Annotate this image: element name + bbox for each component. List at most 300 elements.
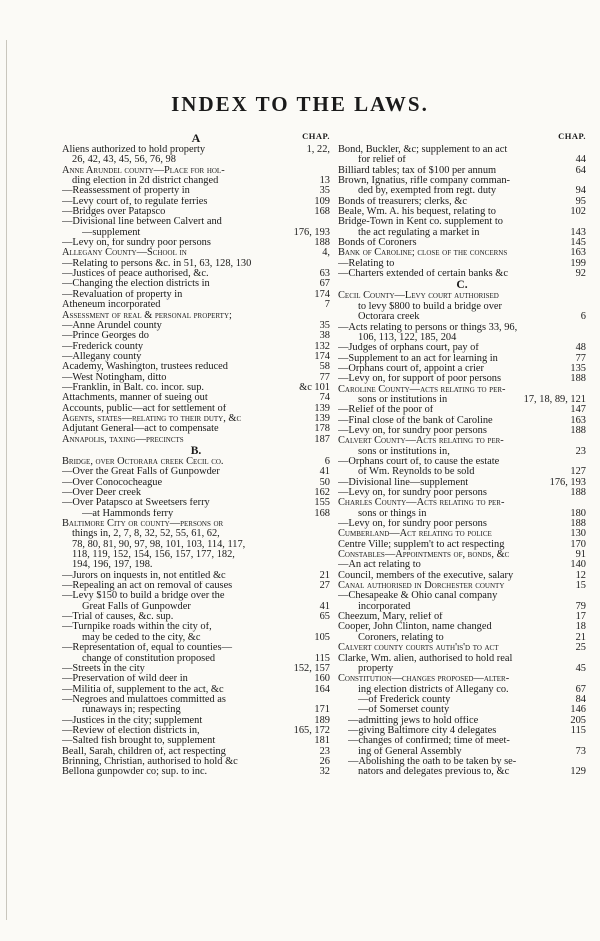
entry-chapter: 77: [319, 371, 330, 383]
entry-chapter: 135: [570, 362, 586, 374]
entry-chapter: 147: [570, 404, 586, 416]
entry-text: Bond, Buckler, &c; supplement to an act: [338, 145, 508, 155]
entry-chapter: 168: [314, 507, 330, 519]
entry-text: Cheezum, Mary, relief of: [338, 612, 443, 623]
entry-chapter: 162: [314, 487, 330, 498]
entry-text: —Justices in the city; supplement: [62, 715, 203, 726]
entry-text: —Levy on, for sundry poor persons: [338, 519, 487, 530]
entry-chapter: 130: [570, 528, 586, 540]
entry-chapter: 105: [314, 631, 330, 643]
entry-chapter: 65: [319, 611, 330, 623]
index-entry: [62, 540, 330, 550]
entry-chapter: 205: [570, 714, 586, 726]
entry-chapter: 45: [575, 662, 586, 674]
entry-text: —Representation of, equal to counties—: [62, 643, 232, 654]
entry-text: 26, 42, 43, 45, 56, 76, 98: [72, 155, 176, 166]
index-entry: [338, 705, 586, 715]
index-entry: [338, 364, 586, 374]
entry-text: Bonds of Coroners: [338, 238, 417, 249]
index-entry: [62, 767, 330, 777]
index-entry: [62, 279, 330, 289]
entry-text: —Over the Great Falls of Gunpowder: [62, 467, 220, 478]
index-entry: [338, 602, 586, 612]
entry-text: —Relating to persons &c. in 51, 63, 128, 130: [62, 258, 252, 269]
index-entry: [62, 217, 330, 227]
entry-text: to levy $800 to build a bridge over: [358, 301, 502, 312]
entry-text: —Over Deer creek: [62, 488, 142, 498]
index-entry: [62, 498, 330, 508]
entry-text: —Negroes and mulattoes committed as: [62, 694, 226, 705]
entry-chapter: 38: [319, 330, 330, 342]
entry-chapter: 139: [314, 402, 330, 414]
index-entry: [338, 269, 586, 279]
entry-text: Bridge, over Octorara creek Cecil co.: [62, 456, 224, 467]
entry-text: Bellona gunpowder co; sup. to inc.: [62, 767, 208, 778]
index-entry: [338, 757, 586, 767]
entry-chapter: 23: [319, 745, 330, 757]
entry-chapter: 48: [575, 342, 586, 354]
entry-chapter: 155: [314, 497, 330, 509]
index-column-left: [62, 131, 330, 778]
index-entry: [338, 612, 586, 622]
index-entry: [338, 654, 586, 664]
index-entry: [338, 426, 586, 436]
index-entry: [338, 217, 586, 227]
index-entry: [338, 323, 586, 333]
entry-text: —Reassessment of property in: [62, 186, 190, 197]
index-entry: [62, 290, 330, 300]
entry-text: Coroners, relating to: [358, 632, 444, 643]
entry-chapter: 91: [575, 549, 586, 561]
index-entry: [62, 509, 330, 519]
index-entry: [62, 550, 330, 560]
index-entry: [62, 342, 330, 352]
entry-text: —Allegany county: [62, 351, 142, 362]
entry-text: ing election districts of Allegany co.: [358, 684, 509, 695]
index-entry: [338, 312, 586, 322]
entry-text: Clarke, Wm. alien, authorised to hold real: [338, 653, 513, 664]
index-entry: [62, 259, 330, 269]
entry-text: 194, 196, 197, 198.: [72, 560, 153, 571]
entry-text: —Streets in the city: [62, 663, 145, 674]
entry-chapter: 25: [575, 642, 586, 654]
index-entry: [338, 395, 586, 405]
index-entry: [338, 726, 586, 736]
index-entry: [338, 374, 586, 384]
entry-text: Cecil County—Levy court authorised: [338, 291, 499, 302]
entry-text: —Chesapeake & Ohio canal company: [338, 591, 498, 602]
index-entry: [62, 736, 330, 746]
entry-text: Agents, states—relating to their duty, &c: [62, 413, 242, 424]
index-entry: [338, 736, 586, 746]
entry-text: Cooper, John Clinton, name changed: [338, 622, 492, 633]
entry-chapter: 63: [319, 268, 330, 280]
index-entry: [62, 716, 330, 726]
entry-text: sons or institutions in: [358, 394, 448, 405]
entry-text: Attachments, manner of sueing out: [62, 393, 208, 404]
index-entry: [338, 550, 586, 560]
entry-chapter: 168: [314, 206, 330, 218]
index-entry: [62, 321, 330, 331]
entry-text: Council, members of the executive, salary: [338, 570, 514, 581]
entry-chapter: 44: [575, 154, 586, 166]
entry-chapter: 21: [575, 631, 586, 643]
index-entry: [338, 155, 586, 165]
index-entry: [62, 435, 330, 445]
entry-chapter: 188: [314, 237, 330, 249]
entry-text: —Revaluation of property in: [62, 289, 183, 300]
entry-chapter: 127: [570, 466, 586, 478]
entry-text: —supplement: [82, 227, 141, 238]
index-entry: [338, 186, 586, 196]
entry-text: 118, 119, 152, 154, 156, 157, 177, 182,: [72, 550, 235, 561]
entry-text: —Final close of the bank of Caroline: [338, 415, 493, 426]
entry-text: sons or things in: [358, 508, 427, 519]
entry-chapter: 165, 172: [293, 724, 330, 736]
entry-text: Constitution—changes proposed—alter-: [338, 674, 510, 685]
entry-chapter: 35: [319, 319, 330, 331]
entry-text: property: [358, 663, 394, 674]
entry-text: —giving Baltimore city 4 delegates: [348, 725, 497, 736]
entry-text: —Preservation of wild deer in: [62, 674, 188, 685]
entry-text: —Bridges over Patapsco: [62, 207, 166, 218]
entry-chapter: 41: [319, 466, 330, 478]
entry-text: Anne Arundel county—Place for hol-: [62, 165, 225, 176]
entry-chapter: 143: [570, 226, 586, 238]
entry-chapter: 4,: [322, 247, 330, 259]
index-entry: [62, 674, 330, 684]
index-entry: [338, 560, 586, 570]
entry-text: —Orphans court of, appoint a crier: [338, 363, 484, 374]
entry-text: Constables—Appointments of, bonds, &c: [338, 550, 510, 561]
index-entry: [62, 591, 330, 601]
entry-text: the act regulating a market in: [358, 227, 480, 238]
entry-chapter: 6: [324, 455, 330, 467]
entry-chapter: 146: [570, 704, 586, 716]
index-entry: [62, 519, 330, 529]
index-entry: [338, 457, 586, 467]
entry-chapter: 176, 193: [549, 476, 586, 488]
entry-text: —Abolishing the oath to be taken by se-: [348, 756, 517, 767]
entry-text: —Levy on, for sundry poor persons: [338, 488, 487, 498]
index-entry: [338, 238, 586, 248]
index-entry: [338, 591, 586, 601]
entry-text: —Levy on, for sundry poor persons: [62, 238, 211, 249]
entry-text: —Over Patapsco at Sweetsers ferry: [62, 498, 210, 509]
index-entry: [338, 519, 586, 529]
entry-chapter: 174: [314, 350, 330, 362]
entry-text: —Over Conococheague: [62, 477, 163, 488]
entry-text: —at Hammonds ferry: [82, 508, 174, 519]
entry-chapter: 94: [575, 185, 586, 197]
index-entry: [338, 467, 586, 477]
section-letter: B.: [190, 444, 202, 457]
entry-chapter: 102: [570, 206, 586, 218]
entry-chapter: 188: [570, 518, 586, 530]
entry-text: Brown, Ignatius, rifle company comman-: [338, 176, 510, 187]
index-entry: [62, 166, 330, 176]
index-entry: [62, 467, 330, 477]
entry-text: Charles County—Acts relating to per-: [338, 498, 505, 509]
index-entry: [338, 333, 586, 343]
entry-text: —Orphans court of, to cause the estate: [338, 456, 500, 467]
index-entry: [62, 612, 330, 622]
entry-text: Allegany County—School in: [62, 248, 187, 259]
index-entry: [62, 300, 330, 310]
entry-chapter: 17, 18, 89, 121: [523, 393, 586, 405]
entry-chapter: 170: [570, 538, 586, 550]
index-entry: [62, 664, 330, 674]
index-entry: [62, 685, 330, 695]
column-header-right: [338, 131, 586, 145]
entry-text: —Anne Arundel county: [62, 320, 162, 331]
entry-text: Canal authorised in Dorchester county: [338, 581, 505, 592]
entry-text: —Repealing an act on removal of causes: [62, 581, 233, 592]
entry-chapter: 199: [570, 257, 586, 269]
index-entry: [338, 447, 586, 457]
index-entry: [338, 343, 586, 353]
entry-chapter: 1, 22,: [306, 144, 330, 155]
index-entry: [62, 362, 330, 372]
index-entry: [62, 602, 330, 612]
index-entry: [62, 643, 330, 653]
entry-text: —Relating to: [338, 258, 395, 269]
entry-chapter: 152, 157: [293, 662, 330, 674]
entry-text: —Changing the election districts in: [62, 279, 210, 290]
column-header-left: [62, 131, 330, 145]
entry-chapter: 67: [575, 683, 586, 695]
index-entry: [338, 622, 586, 632]
entry-text: —admitting jews to hold office: [348, 715, 479, 726]
index-entry: [62, 145, 330, 155]
entry-text: change of constitution proposed: [82, 653, 216, 664]
entry-text: Centre Ville; supplem't to act respecting: [338, 539, 505, 550]
entry-text: Bonds of treasurers; clerks, &c: [338, 196, 467, 207]
index-entry: [62, 228, 330, 238]
index-entry: [338, 145, 586, 155]
entry-text: Octorara creek: [358, 312, 420, 323]
entry-text: —Jurors on inquests in, not entitled &c: [62, 570, 226, 581]
entry-text: Beall, Sarah, children of, act respecting: [62, 746, 226, 757]
entry-text: —Justices of peace authorised, &c.: [62, 269, 209, 280]
entry-chapter: 41: [319, 600, 330, 612]
entry-text: —of Somerset county: [358, 705, 450, 716]
entry-text: —West Notingham, ditto: [62, 372, 167, 383]
entry-chapter: 174: [314, 288, 330, 300]
entry-text: —Levy on, for support of poor persons: [338, 374, 502, 385]
entry-chapter: 95: [575, 195, 586, 207]
index-entry: [62, 404, 330, 414]
entry-text: —of Frederick county: [358, 694, 451, 705]
entry-chapter: 74: [319, 392, 330, 404]
index-entry: [338, 166, 586, 176]
entry-text: for relief of: [358, 155, 406, 166]
index-entry: [338, 354, 586, 364]
index-entry: [338, 716, 586, 726]
index-entry: [62, 457, 330, 467]
entry-chapter: 145: [570, 237, 586, 249]
index-entry: [62, 352, 330, 362]
entry-chapter: 189: [314, 714, 330, 726]
index-entry: [338, 664, 586, 674]
index-entry: [338, 685, 586, 695]
index-entry: [62, 478, 330, 488]
entry-text: —Levy $150 to build a bridge over the: [62, 591, 225, 602]
entry-chapter: 35: [319, 185, 330, 197]
entry-text: —Charters extended of certain banks &c: [338, 269, 508, 280]
entry-chapter: 163: [570, 247, 586, 259]
index-entry: [62, 560, 330, 570]
entry-chapter: 188: [570, 373, 586, 385]
index-entry: [62, 726, 330, 736]
entry-chapter: 26: [319, 755, 330, 767]
entry-chapter: 7: [324, 299, 330, 311]
entry-text: —Divisional line between Calvert and: [62, 217, 222, 228]
section-letter: C.: [456, 279, 468, 292]
index-entry: [62, 383, 330, 393]
entry-chapter: 73: [575, 745, 586, 757]
entry-text: of Wm. Reynolds to be sold: [358, 467, 475, 478]
entry-text: —Divisional line—supplement: [338, 477, 469, 488]
index-entry: [62, 695, 330, 705]
index-entries-right: [338, 145, 586, 778]
index-entry: [338, 767, 586, 777]
entry-text: Bridge-Town in Kent co. supplement to: [338, 217, 503, 228]
index-entry: [62, 155, 330, 165]
entry-chapter: 84: [575, 693, 586, 705]
chap-label-right: CHAP.: [558, 131, 586, 141]
entry-chapter: 129: [570, 766, 586, 778]
entry-text: —Prince Georges do: [62, 331, 149, 342]
index-entry: [62, 311, 330, 321]
index-entry: [338, 228, 586, 238]
entry-text: ding election in 2d district changed: [72, 176, 219, 187]
entry-text: Calvert County—Acts relating to per-: [338, 436, 504, 447]
page-title: INDEX TO THE LAWS.: [171, 92, 429, 116]
entry-text: Cumberland—Act relating to police: [338, 529, 492, 540]
index-entry: [62, 705, 330, 715]
entry-chapter: 163: [570, 414, 586, 426]
entry-text: —Trial of causes, &c. sup.: [62, 612, 174, 623]
index-entry: [338, 571, 586, 581]
entry-text: —Relief of the poor of: [338, 405, 434, 416]
index-entry: [338, 633, 586, 643]
index-entry: [62, 393, 330, 403]
index-entry: [338, 207, 586, 217]
entry-text: Adjutant General—act to compensate: [62, 424, 219, 435]
index-entry: [338, 695, 586, 705]
index-entry: [62, 414, 330, 424]
index-entry: [62, 747, 330, 757]
entry-chapter: 21: [319, 569, 330, 581]
entry-chapter: 188: [570, 424, 586, 436]
entry-text: Bank of Caroline; close of the concerns: [338, 248, 508, 259]
entry-text: —Franklin, in Balt. co. incor. sup.: [62, 382, 204, 393]
entry-text: nators and delegates previous to, &c: [358, 767, 510, 778]
entry-text: —Levy court of, to regulate ferries: [62, 196, 208, 207]
entry-text: sons or institutions in,: [358, 446, 450, 457]
entry-chapter: 115: [570, 724, 586, 736]
entry-chapter: 109: [314, 195, 330, 207]
index-entry: [338, 540, 586, 550]
entry-text: —Review of election districts in,: [62, 725, 200, 736]
index-entry: [338, 509, 586, 519]
entry-text: ing of General Assembly: [358, 746, 462, 757]
entry-chapter: 77: [575, 352, 586, 364]
index-entry: [338, 674, 586, 684]
entry-chapter: 32: [319, 766, 330, 778]
entry-text: Assessment of real & personal property;: [62, 310, 232, 321]
index-entries-left: [62, 145, 330, 778]
entry-chapter: 164: [314, 683, 330, 695]
entry-text: Billiard tables; tax of $100 per annum: [338, 165, 497, 176]
entry-text: things in, 2, 7, 8, 32, 52, 55, 61, 62,: [72, 529, 220, 540]
index-entry: [62, 373, 330, 383]
entry-chapter: 6: [580, 311, 586, 323]
entry-chapter: 139: [314, 412, 330, 424]
entry-text: —Judges of orphans court, pay of: [338, 343, 479, 354]
entry-chapter: 92: [575, 268, 586, 280]
entry-chapter: 12: [575, 569, 586, 581]
entry-text: —Acts relating to persons or things 33, 96,: [338, 322, 518, 333]
entry-text: Beale, Wm. A. his bequest, relating to: [338, 207, 496, 218]
index-entry: [62, 622, 330, 632]
entry-chapter: 178: [314, 423, 330, 435]
index-entry: [338, 291, 586, 301]
index-entry: [338, 747, 586, 757]
index-entry: [62, 757, 330, 767]
entry-text: incorporated: [358, 601, 411, 612]
entry-chapter: 181: [314, 735, 330, 747]
index-entry: [62, 238, 330, 248]
index-entry: [62, 654, 330, 664]
index-entry: [338, 643, 586, 653]
entry-text: may be ceded to the city, &c: [82, 632, 201, 643]
index-entry: [338, 416, 586, 426]
entry-text: —Turnpike roads within the city of,: [62, 622, 212, 633]
index-entry: [62, 186, 330, 196]
entry-text: —Levy on, for sundry poor persons: [338, 425, 487, 436]
entry-chapter: 132: [314, 340, 330, 352]
entry-text: Accounts, public—act for settlement of: [62, 403, 227, 414]
index-entry: [338, 478, 586, 488]
entry-text: 106, 113, 122, 185, 204: [358, 332, 457, 343]
entry-text: —changes of confirmed; time of meet-: [348, 736, 510, 747]
index-entry: [62, 331, 330, 341]
entry-text: —Frederick county: [62, 341, 144, 352]
index-entry: [62, 269, 330, 279]
index-entry: [338, 488, 586, 498]
entry-text: Atheneum incorporated: [62, 300, 161, 311]
index-entry: [338, 259, 586, 269]
entry-chapter: 58: [319, 361, 330, 373]
index-entry: [62, 571, 330, 581]
entry-chapter: 171: [314, 704, 330, 716]
index-entry: [62, 176, 330, 186]
entry-text: Great Falls of Gunpowder: [82, 601, 191, 612]
entry-text: 78, 80, 81, 90, 97, 98, 101, 103, 114, 117,: [72, 539, 246, 550]
entry-chapter: 18: [575, 621, 586, 633]
entry-text: Caroline County—acts relating to per-: [338, 384, 506, 395]
entry-chapter: 23: [575, 445, 586, 457]
entry-chapter: &c 101: [299, 381, 330, 393]
index-entry: [62, 207, 330, 217]
entry-text: Aliens authorized to hold property: [62, 145, 206, 155]
entry-text: Academy, Washington, trustees reduced: [62, 362, 228, 373]
index-entry: [338, 498, 586, 508]
entry-chapter: 188: [570, 487, 586, 498]
index-entry: [338, 581, 586, 591]
